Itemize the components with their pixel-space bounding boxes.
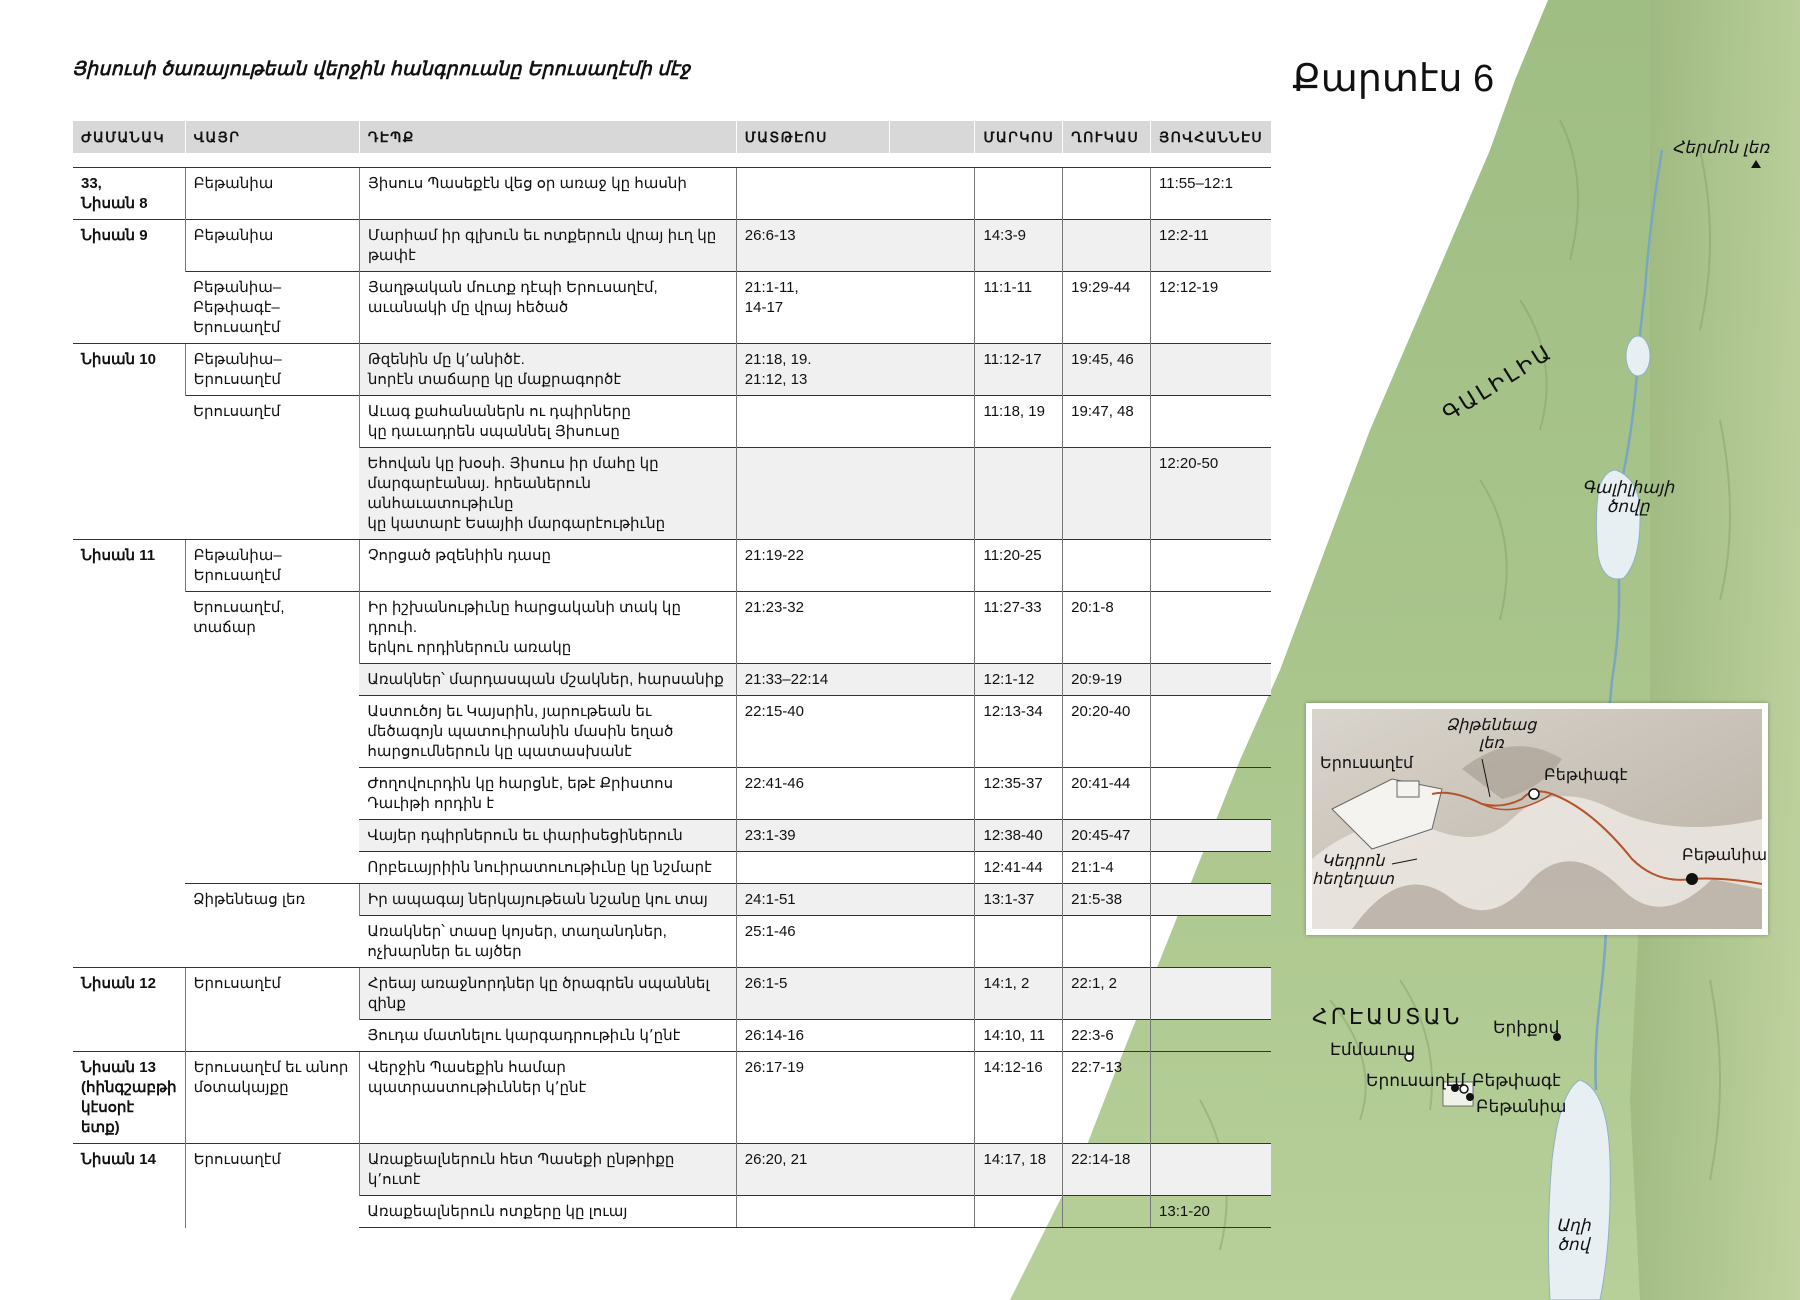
cell-matthew: 21:18, 19. 21:12, 13	[736, 344, 975, 396]
cell-time: Նիսան 12	[73, 968, 185, 1052]
cell-mark: 11:20-25	[975, 540, 1063, 592]
cell-event: Իր ապագայ ներկայութեան նշանը կու տայ	[359, 884, 736, 916]
inset-terrain	[1312, 709, 1762, 929]
cell-john	[1151, 664, 1271, 696]
cell-john: 13:1-20	[1151, 1196, 1271, 1228]
cell-luke	[1063, 916, 1151, 968]
cell-john: 11:55–12:1	[1151, 168, 1271, 220]
cell-john	[1151, 916, 1271, 968]
bethphage-label: Բեթփագէ	[1472, 1071, 1561, 1090]
cell-place: Երուսաղէմ	[185, 1144, 359, 1228]
cell-matthew	[736, 168, 975, 220]
cell-matthew: 22:15-40	[736, 696, 975, 768]
dead-sea-label: Աղի ծով	[1556, 1216, 1591, 1254]
cell-event: Իր իշխանութիւնը հարցականի տակ կը դրուի. երկու որդիներուն առակը	[359, 592, 736, 664]
inset-bethany-marker	[1686, 873, 1698, 885]
cell-matthew: 21:23-32	[736, 592, 975, 664]
cell-mark: 13:1-37	[975, 884, 1063, 916]
table-row	[73, 968, 1271, 1020]
inset-kidron-label: Կեդրոն հեղեղատ	[1312, 853, 1394, 888]
cell-event: Առակներ՝ տասը կոյսեր, տաղանդներ, ոչխարներ եւ այծեր	[359, 916, 736, 968]
cell-event: Որբեւայրիին նուիրատուութիւնը կը նշմարէ	[359, 852, 736, 884]
cell-luke	[1063, 448, 1151, 540]
cell-mark: 12:41-44	[975, 852, 1063, 884]
cell-matthew: 21:33–22:14	[736, 664, 975, 696]
events-table	[73, 121, 1271, 1228]
judea-region-label: ՀՐԷԱՍՏԱՆ	[1312, 1004, 1463, 1029]
cell-place: Բեթանիա–Երուսաղէմ	[185, 540, 359, 592]
table-row	[73, 540, 1271, 592]
cell-mark: 14:1, 2	[975, 968, 1063, 1020]
cell-john	[1151, 820, 1271, 852]
cell-event: Վերջին Պասեքին համար պատրաստութիւններ կ՚ընէ	[359, 1052, 736, 1144]
inset-bethany-label: Բեթանիա	[1682, 847, 1768, 864]
table-row	[73, 1052, 1271, 1144]
table-row	[73, 592, 1271, 664]
cell-luke	[1063, 168, 1151, 220]
col-header-time: ԺԱՄԱՆԱԿ	[73, 121, 185, 153]
cell-john	[1151, 696, 1271, 768]
cell-event: Յուդա մատնելու կարգադրութիւն կ՚ընէ	[359, 1020, 736, 1052]
col-header-luke: ՂՈՒԿԱՍ	[1063, 121, 1151, 153]
cell-luke: 19:45, 46	[1063, 344, 1151, 396]
cell-event: Վայեր դպիրներուն եւ փարիսեցիներուն	[359, 820, 736, 852]
cell-matthew: 26:20, 21	[736, 1144, 975, 1196]
page-title: Յիսուսի ծառայութեան վերջին հանգրուանը Երուսաղէմի մէջ	[72, 59, 691, 80]
cell-mark	[975, 448, 1063, 540]
bethany-marker	[1466, 1093, 1474, 1101]
cell-matthew: 21:19-22	[736, 540, 975, 592]
cell-matthew: 22:41-46	[736, 768, 975, 820]
inset-bethphage-label: Բեթփագէ	[1544, 767, 1628, 784]
inset-olives-label: Ձիթենեաց լեռ	[1446, 717, 1537, 752]
cell-place: Երուսաղէմ, տաճար	[185, 592, 359, 884]
cell-place: Բեթանիա–Բեթփագէ– Երուսաղէմ	[185, 272, 359, 344]
jerusalem-label: Երուսաղէմ	[1366, 1071, 1466, 1090]
cell-place: Բեթանիա	[185, 220, 359, 272]
jericho-label: Երիքով	[1493, 1018, 1560, 1037]
cell-event: Հրեայ առաջնորդներ կը ծրագրեն սպաննել զինք	[359, 968, 736, 1020]
table-row	[73, 168, 1271, 220]
table-header-row	[73, 121, 1271, 153]
cell-john	[1151, 540, 1271, 592]
galilee-region-label: ԳԱԼԻԼԻԱ	[1438, 338, 1558, 427]
cell-mark: 14:10, 11	[975, 1020, 1063, 1052]
cell-mark: 14:3-9	[975, 220, 1063, 272]
cell-luke	[1063, 220, 1151, 272]
cell-event: Աստուծոյ եւ Կայսրին, յարութեան եւ մեծագոյն պատուիրանին մասին եղած հարցումներուն կը պատասխանէ	[359, 696, 736, 768]
cell-mark: 12:13-34	[975, 696, 1063, 768]
cell-john	[1151, 1052, 1271, 1144]
cell-matthew	[736, 396, 975, 448]
cell-john	[1151, 768, 1271, 820]
hermon-label: Հերմոն լեռ	[1672, 138, 1770, 157]
cell-time: 33, Նիսան 8	[73, 168, 185, 220]
cell-event: Առաքեալներուն հետ Պասեքի ընթրիքը կ՚ուտէ	[359, 1144, 736, 1196]
table-row	[73, 396, 1271, 448]
cell-matthew: 26:14-16	[736, 1020, 975, 1052]
cell-luke: 20:20-40	[1063, 696, 1151, 768]
cell-time: Նիսան 11	[73, 540, 185, 968]
cell-event: Չորցած թզենիին դասը	[359, 540, 736, 592]
table-row	[73, 272, 1271, 344]
cell-mark	[975, 916, 1063, 968]
col-header-john: ՅՈՎՀԱՆՆԷՍ	[1151, 121, 1271, 153]
cell-john	[1151, 852, 1271, 884]
cell-mark: 11:1-11	[975, 272, 1063, 344]
cell-john	[1151, 396, 1271, 448]
cell-john	[1151, 344, 1271, 396]
cell-luke: 22:3-6	[1063, 1020, 1151, 1052]
col-header-event: ԴԷՊՔ	[359, 121, 736, 153]
inset-bethphage-marker	[1529, 789, 1539, 799]
cell-luke: 21:1-4	[1063, 852, 1151, 884]
cell-luke: 20:9-19	[1063, 664, 1151, 696]
cell-event: Եհովան կը խօսի. Յիսուս իր մահը կը մարգարէանայ. հրեաներուն անհաւատութիւնը կը կատարէ Եսայիի մարգարէութիւնը	[359, 448, 736, 540]
cell-john	[1151, 1020, 1271, 1052]
cell-luke: 22:7-13	[1063, 1052, 1151, 1144]
cell-place: Ձիթենեաց լեռ	[185, 884, 359, 968]
cell-event: Յիսուս Պասեքէն վեց օր առաջ կը հասնի	[359, 168, 736, 220]
cell-mark	[975, 1196, 1063, 1228]
cell-event: Ժողովուրդին կը հարցնէ, եթէ Քրիստոս Դաւիթի որդին է	[359, 768, 736, 820]
cell-luke: 21:5-38	[1063, 884, 1151, 916]
cell-matthew	[736, 448, 975, 540]
cell-place: Բեթանիա	[185, 168, 359, 220]
cell-luke: 20:1-8	[1063, 592, 1151, 664]
cell-mark: 12:35-37	[975, 768, 1063, 820]
col-header-matthew: ՄԱՏԹԷՈՍ	[736, 121, 890, 153]
cell-luke: 19:47, 48	[1063, 396, 1151, 448]
cell-luke: 20:45-47	[1063, 820, 1151, 852]
cell-mark: 12:38-40	[975, 820, 1063, 852]
cell-mark	[975, 168, 1063, 220]
cell-john: 12:2-11	[1151, 220, 1271, 272]
inset-jerusalem-label: Երուսաղէմ	[1320, 755, 1414, 772]
cell-matthew	[736, 852, 975, 884]
cell-mark: 14:12-16	[975, 1052, 1063, 1144]
cell-mark: 11:27-33	[975, 592, 1063, 664]
cell-mark: 11:18, 19	[975, 396, 1063, 448]
inset-map	[1306, 703, 1768, 935]
cell-matthew	[736, 1196, 975, 1228]
cell-event: Յաղթական մուտք դէպի Երուսաղէմ, աւանակի մը վրայ հեծած	[359, 272, 736, 344]
cell-matthew: 26:1-5	[736, 968, 975, 1020]
cell-luke: 20:41-44	[1063, 768, 1151, 820]
cell-event: Առակներ՝ մարդասպան մշակներ, հարսանիք	[359, 664, 736, 696]
cell-matthew: 26:6-13	[736, 220, 975, 272]
col-header-mark: ՄԱՐԿՈՍ	[975, 121, 1063, 153]
cell-mark: 12:1-12	[975, 664, 1063, 696]
sea-of-galilee-label: Գալիլիայի ծովը	[1582, 478, 1675, 516]
cell-luke	[1063, 540, 1151, 592]
bethany-label: Բեթանիա	[1476, 1097, 1567, 1116]
cell-event: Առաքեալներուն ոտքերը կը լուայ	[359, 1196, 736, 1228]
cell-time: Նիսան 10	[73, 344, 185, 540]
cell-luke: 19:29-44	[1063, 272, 1151, 344]
cell-john	[1151, 592, 1271, 664]
col-header-blank	[890, 121, 975, 153]
cell-matthew: 26:17-19	[736, 1052, 975, 1144]
cell-event: Թզենին մը կ՚անիծէ. նորէն տաճարը կը մաքրագործէ	[359, 344, 736, 396]
cell-matthew: 25:1-46	[736, 916, 975, 968]
cell-luke: 22:1, 2	[1063, 968, 1151, 1020]
map-title: Քարտէս 6	[1292, 58, 1495, 100]
table-row	[73, 220, 1271, 272]
cell-place: Երուսաղէմ	[185, 396, 359, 540]
col-header-place: ՎԱՅՐ	[185, 121, 359, 153]
cell-time: Նիսան 13 (հինգշաբթի կէսօրէ ետք)	[73, 1052, 185, 1144]
cell-john	[1151, 1144, 1271, 1196]
cell-luke: 22:14-18	[1063, 1144, 1151, 1196]
cell-matthew: 24:1-51	[736, 884, 975, 916]
cell-matthew: 21:1-11, 14-17	[736, 272, 975, 344]
cell-event: Աւագ քահանաներն ու դպիրները կը դաւադրեն սպաննել Յիսուսը	[359, 396, 736, 448]
cell-place: Երուսաղէմ	[185, 968, 359, 1052]
cell-john	[1151, 884, 1271, 916]
cell-john: 12:12-19	[1151, 272, 1271, 344]
cell-mark: 14:17, 18	[975, 1144, 1063, 1196]
emmaus-label: Էմմաւուս	[1330, 1040, 1416, 1059]
cell-place: Երուսաղէմ եւ անոր մօտակայքը	[185, 1052, 359, 1144]
cell-time: Նիսան 14	[73, 1144, 185, 1228]
table-row	[73, 884, 1271, 916]
cell-time: Նիսան 9	[73, 220, 185, 344]
table-row	[73, 344, 1271, 396]
cell-matthew: 23:1-39	[736, 820, 975, 852]
cell-mark: 11:12-17	[975, 344, 1063, 396]
table-body	[73, 153, 1271, 1228]
cell-john: 12:20-50	[1151, 448, 1271, 540]
cell-event: Մարիամ իր գլխուն եւ ոտքերուն վրայ իւղ կը թափէ	[359, 220, 736, 272]
cell-luke	[1063, 1196, 1151, 1228]
table-row	[73, 1144, 1271, 1196]
cell-place: Բեթանիա–Երուսաղէմ	[185, 344, 359, 396]
cell-john	[1151, 968, 1271, 1020]
